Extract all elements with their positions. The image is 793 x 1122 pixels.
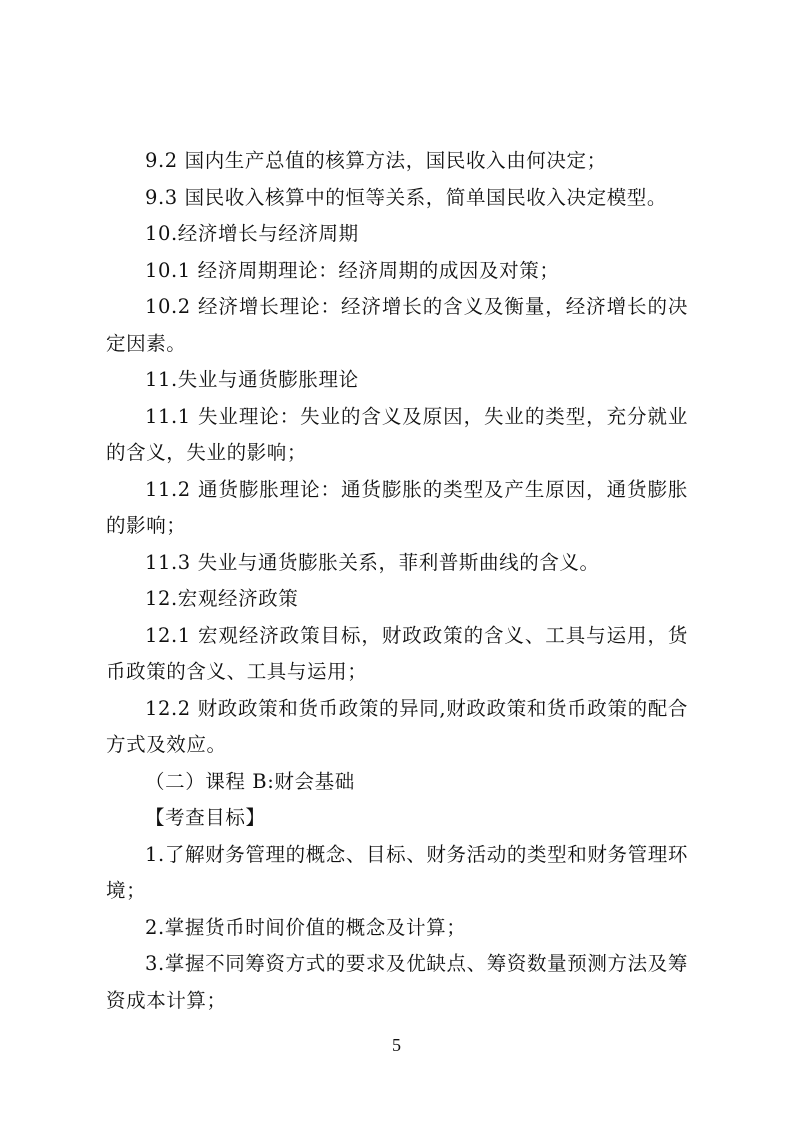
heading-10: 10.经济增长与经济周期 [145,222,359,245]
paragraph-10-1: 10.1 经济周期理论：经济周期的成因及对策； [145,258,560,282]
body-text [106,143,688,1019]
paragraph-9-3: 9.3 国民收入核算中的恒等关系，简单国民收入决定模型。 [145,185,668,209]
paragraph-11-3: 11.3 失业与通货膨胀关系，菲利普斯曲线的含义。 [145,550,600,574]
heading-11: 11.失业与通货膨胀理论 [145,368,359,391]
paragraph-12-1: 12.1 宏观经济政策目标，财政政策的含义、工具与运用，货币政策的含义、工具与运用； [106,623,688,683]
objective-2: 2.掌握货币时间价值的概念及计算； [145,915,467,939]
paragraph-10-2: 10.2 经济增长理论：经济增长的含义及衡量，经济增长的决定因素。 [106,295,688,355]
paragraph-9-2: 9.2 国内生产总值的核算方法，国民收入由何决定； [145,149,607,172]
exam-objectives-heading: 【考查目标】 [145,806,266,829]
heading-12: 12.宏观经济政策 [145,587,299,610]
objective-1: 1.了解财务管理的概念、目标、财务活动的类型和财务管理环境； [106,842,688,902]
paragraph-11-2: 11.2 通货膨胀理论：通货膨胀的类型及产生原因，通货膨胀的影响； [106,477,688,537]
paragraph-11-1: 11.1 失业理论：失业的含义及原因，失业的类型，充分就业的含义，失业的影响； [106,404,688,464]
section-heading-course-b: （二）课程 B:财会基础 [145,769,355,793]
objective-3: 3.掌握不同筹资方式的要求及优缺点、筹资数量预测方法及筹资成本计算； [106,952,688,1012]
paragraph-12-2: 12.2 财政政策和货币政策的异同,财政政策和货币政策的配合方式及效应。 [106,696,688,756]
page-number: 5 [392,1035,401,1055]
